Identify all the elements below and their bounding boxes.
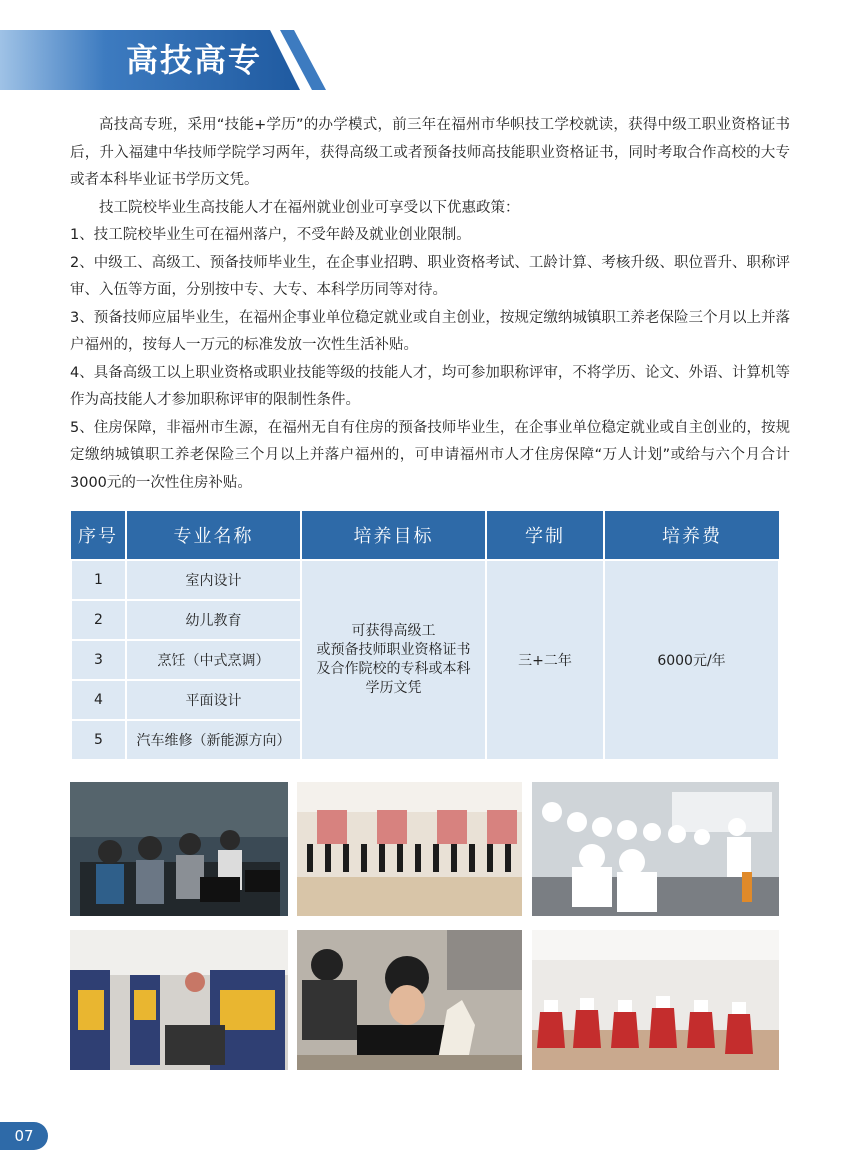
header-no: 序号 (71, 511, 126, 560)
policy-item: 3、预备技师应届毕业生，在福州企事业单位稳定就业或自主创业，按规定缴纳城镇职工养老保险三个月以上并落户福州的，按每人一万元的标准发放一次性生活补贴。 (70, 309, 790, 353)
header-goal: 培养目标 (301, 511, 486, 560)
goal-line: 或预备技师职业资格证书 (316, 642, 471, 658)
photo-computer-lab (70, 782, 288, 916)
goal-line: 及合作院校的专科或本科 (316, 661, 471, 677)
policy-lead: 技工院校毕业生高技能人才在福州就业创业可享受以下优惠政策： (99, 199, 520, 216)
header-fee: 培养费 (604, 511, 779, 560)
policy-item: 5、住房保障，非福州市生源，在福州无自有住房的预备技师毕业生，在企事业单位稳定就业或自主创业的，按规定缴纳城镇职工养老保险三个月以上并落户福州的，可申请福州市人才住房保障“万人计划”或给与六个月合计3000元的一次性住房补贴。 (70, 419, 790, 491)
cell-fee: 6000元/年 (604, 560, 779, 760)
cell-duration: 三+二年 (486, 560, 604, 760)
cell-no: 1 (71, 560, 126, 600)
cell-no: 2 (71, 600, 126, 640)
cell-no: 5 (71, 720, 126, 760)
cell-major: 烹饪（中式烹调） (126, 640, 301, 680)
program-table (70, 511, 780, 761)
photo-dance-hall (297, 782, 522, 916)
goal-line: 学历文凭 (365, 680, 422, 696)
page-number: 07 (0, 1122, 48, 1150)
intro-paragraph: 高技高专班，采用“技能+学历”的办学模式，前三年在福州市华帜技工学校就读，获得中级工职业资格证书后，升入福建中华技师学院学习两年，获得高级工或者预备技师高技能职业资格证书，同时考取合作高校的大专或者本科毕业证书学历文凭。 (70, 117, 790, 188)
cell-goal (301, 560, 486, 760)
policy-item: 2、中级工、高级工、预备技师毕业生，在企事业招聘、职业资格考试、工龄计算、考核升级、职位晋升、职称评审、入伍等方面，分别按中专、大专、本科学历同等对待。 (70, 254, 790, 298)
photo-dance-performance (532, 930, 779, 1070)
header-major: 专业名称 (126, 511, 301, 560)
cell-major: 室内设计 (126, 560, 301, 600)
goal-line: 可获得高级工 (351, 623, 436, 639)
photo-food-carving (297, 930, 522, 1070)
header-banner (0, 28, 340, 92)
page-title: 高技高专 (126, 41, 263, 79)
table-row (71, 560, 779, 600)
cell-no: 3 (71, 640, 126, 680)
photo-auto-repair (70, 930, 288, 1070)
header-duration: 学制 (486, 511, 604, 560)
intro-text (70, 112, 790, 497)
table-header-row (71, 511, 779, 560)
cell-major: 汽车维修（新能源方向） (126, 720, 301, 760)
cell-no: 4 (71, 680, 126, 720)
cell-major: 平面设计 (126, 680, 301, 720)
cell-major: 幼儿教育 (126, 600, 301, 640)
policy-item: 4、具备高级工以上职业资格或职业技能等级的技能人才，均可参加职称评审，不将学历、论文、外语、计算机等作为高技能人才参加职称评审的限制性条件。 (70, 364, 790, 408)
photo-cooking-class (532, 782, 779, 916)
policy-item: 1、技工院校毕业生可在福州落户，不受年龄及就业创业限制。 (70, 227, 471, 243)
